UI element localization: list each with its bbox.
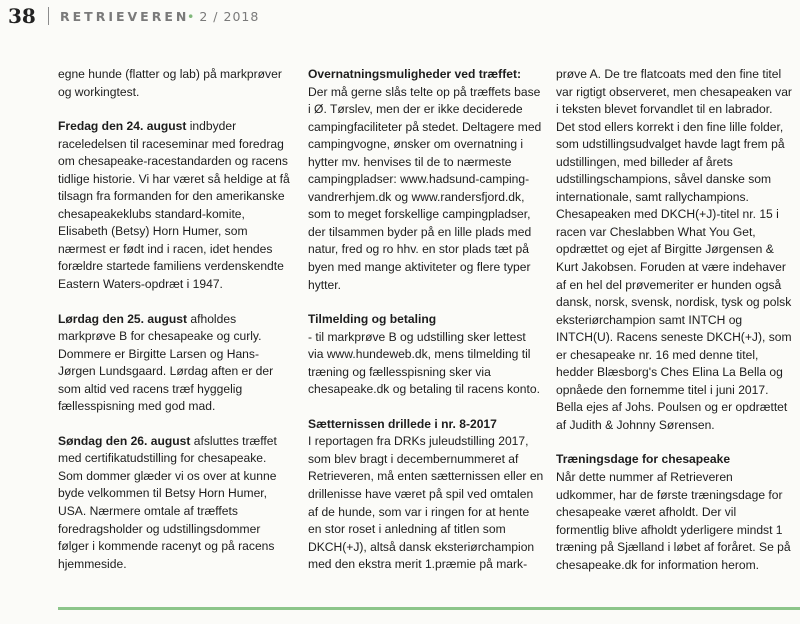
- bullet-dot-icon: •: [187, 9, 196, 24]
- sunday-date: Søndag den 26. august: [58, 433, 191, 448]
- registration-paragraph: - til markprøve B og udstilling sker lettest via www.hundeweb.dk, mens tilmelding til træning og fællesspisning sker via chesapeake.dk og betaling til racens konto.: [308, 329, 540, 397]
- accommodation-heading: Overnatningsmuligheder ved træffet:: [308, 67, 522, 81]
- accommodation-paragraph: Der må gerne slås telte op på træffets base i Ø. Tørslev, men der er ikke deciderede campingfaciliteter på stedet. Deltagere med campingvogne, ønsker om overnatning i hytter mv. henvises til de to nærmeste campingpladser: www.hadsund-camping-vandrerhjem.dk og www.randersfjord.dk, som to meget forskellige campingpladser, der tilsammen byder på en lille plads med natur, fred og ro hhv. en stor plads tæt på byen med mange aktiviteter og flere typer hytter.: [308, 84, 542, 292]
- saturday-date: Lørdag den 25. august: [58, 311, 188, 326]
- column-1: [58, 66, 294, 573]
- correction-paragraph: I reportagen fra DRKs juleudstilling 2017, som blev bragt i decembernummeret af Retrieveren, må enten sætternissen eller en drillenisse have været på spil ved omtalen af de hunde, som var i ringen for at hente en stor roset i anledning af titlen som DKCH(+J), altså dansk eksteriørchampion med den ekstra merit 1.præmie på mark-: [308, 434, 544, 572]
- registration-heading: Tilmelding og betaling: [308, 312, 437, 327]
- column-3: [556, 66, 792, 574]
- issue-number: 2 / 2018: [199, 9, 260, 24]
- intro-paragraph: egne hunde (flatter og lab) på markprøver og workingtest.: [58, 67, 282, 99]
- friday-paragraph: [58, 118, 294, 293]
- sunday-text: afsluttes træffet med certifikatudstilling for chesapeake. Som dommer glæder vi os over at kunne byde velkommen til Betsy Horn Humer, USA. Nærmere omtale af træffets foredragsholder og udstillingsdommer følger i kommende racenyt og på racens hjemmeside.: [58, 433, 277, 571]
- training-paragraph: Når dette nummer af Retrieveren udkommer, har de første træningsdage for chesapeake været afholdt. Der vil formentlig blive afholdt yderligere mindst 1 træning på Sjælland i løbet af foråret. Se på chesapeake.dk for information herom.: [556, 470, 791, 572]
- sunday-paragraph: [58, 433, 294, 573]
- header-divider: [48, 7, 49, 25]
- magazine-title: RETRIEVEREN: [60, 9, 190, 24]
- footer-divider: [58, 607, 800, 610]
- correction-continued-paragraph: prøve A. De tre flatcoats med den fine titel var rigtigt observeret, men chesapeaken var i teksten blevet forvandlet til en labrador. Det stod ellers korrekt i den fine lille folder, som udstillingsudvalget havde lagt frem på udstillingen, med billeder af årets udstillingschampions, såvel danske som internationale, samt rallychampions. Chesapeaken med DKCH(+J)-titel nr. 15 i racen var Cheslabben What You Get, opdrættet og ejet af Birgitte Jørgensen & Kurt Jakobsen. Foruden at være indehaver af en hel del prøvemeriter er hunden også dansk, norsk, svensk, nordisk, tysk og polsk eksteriørchampion samt INTCH og INTCH(U). Racens seneste DKCH(+J), som er chesapeake nr. 16 med denne titel, hedder Blæsborg's Ches Elina La Bella og opnåede den fornemme titel i juni 2017. Bella ejes af Johs. Poulsen og er opdrættet af Judith & Johnny Sørensen.: [556, 67, 792, 432]
- correction-heading: Sætternissen drillede i nr. 8-2017: [308, 416, 497, 431]
- friday-date: Fredag den 24. august: [58, 119, 187, 134]
- friday-text: indbyder raceledelsen til raceseminar med foredrag om chesapeake-racestandarden og racens tidlige historie. Vi har været så heldige at få tilsagn fra formanden for den amerikanske chesapeakeklubs standard-komite, Elisabeth (Betsy) Horn Humer, som nærmest er født ind i racen, idet hendes forældre startede familiens verdenskendte Eastern Waters-opdræt i 1947.: [58, 119, 290, 292]
- page-number: 38: [8, 4, 36, 28]
- training-heading: Træningsdage for chesapeake: [556, 452, 731, 467]
- issue-label: [187, 9, 259, 24]
- column-2: [308, 66, 544, 574]
- page-header: [0, 0, 800, 34]
- saturday-text: afholdes markprøve B for chesapeake og curly. Dommere er Birgitte Larsen og Hans-Jørgen Lundsgaard. Lørdag aften er der som altid ved racens træf hyggelig fællesspisning med god mad.: [58, 311, 274, 414]
- saturday-paragraph: [58, 311, 294, 416]
